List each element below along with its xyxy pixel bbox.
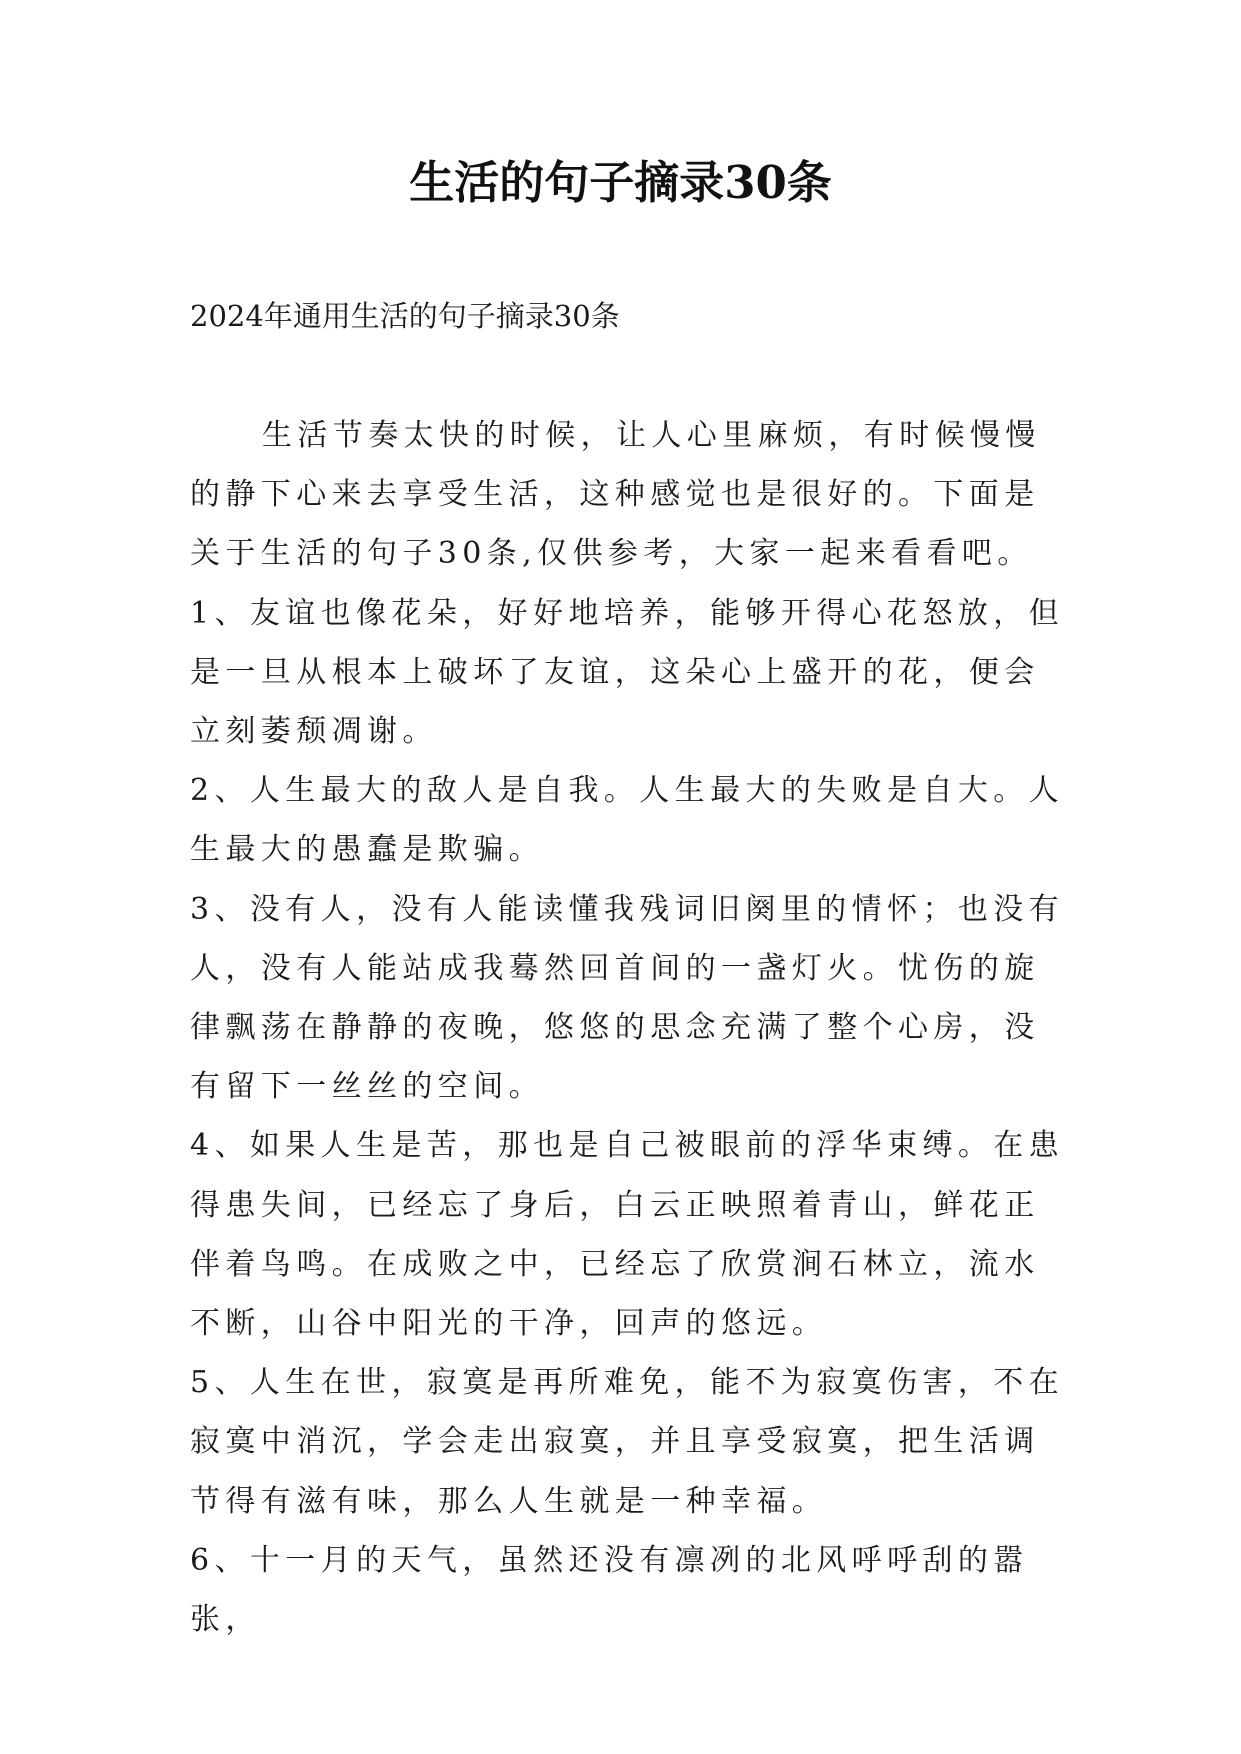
document-title: 生活的句子摘录30条 [409, 156, 832, 209]
document-body [190, 406, 1070, 1649]
document-subtitle: 2024年通用生活的句子摘录30条 [190, 299, 620, 333]
intro-paragraph: 生活节奏太快的时候，让人心里麻烦，有时候慢慢的静下心来去享受生活，这种感觉也是很好的。下面是关于生活的句子30条,仅供参考，大家一起来看看吧。 [190, 418, 1041, 572]
list-item: 6、十一月的天气，虽然还没有凛冽的北风呼呼刮的嚣张， [190, 1542, 1029, 1638]
list-item: 1、友谊也像花朵，好好地培养，能够开得心花怒放，但是一旦从根本上破坏了友谊，这朵心上盛开的花，便会立刻萎颓凋谢。 [190, 595, 1065, 750]
list-item: 4、如果人生是苦，那也是自己被眼前的浮华束缚。在患得患失间，已经忘了身后，白云正映照着青山，鲜花正伴着鸟鸣。在成败之中，已经忘了欣赏涧石林立，流水不断，山谷中阳光的干净，回声的悠远。 [190, 1128, 1065, 1342]
list-item: 5、人生在世，寂寞是再所难免，能不为寂寞伤害，不在寂寞中消沉，学会走出寂寞，并且享受寂寞，把生活调节得有滋有味，那么人生就是一种幸福。 [190, 1365, 1065, 1519]
list-item: 3、没有人，没有人能读懂我残词旧阕里的情怀；也没有人，没有人能站成我蓦然回首间的一盏灯火。忧伤的旋律飘荡在静静的夜晚，悠悠的思念充满了整个心房，没有留下一丝丝的空间。 [190, 891, 1065, 1105]
list-item: 2、人生最大的敌人是自我。人生最大的失败是自大。人生最大的愚蠢是欺骗。 [190, 773, 1065, 868]
